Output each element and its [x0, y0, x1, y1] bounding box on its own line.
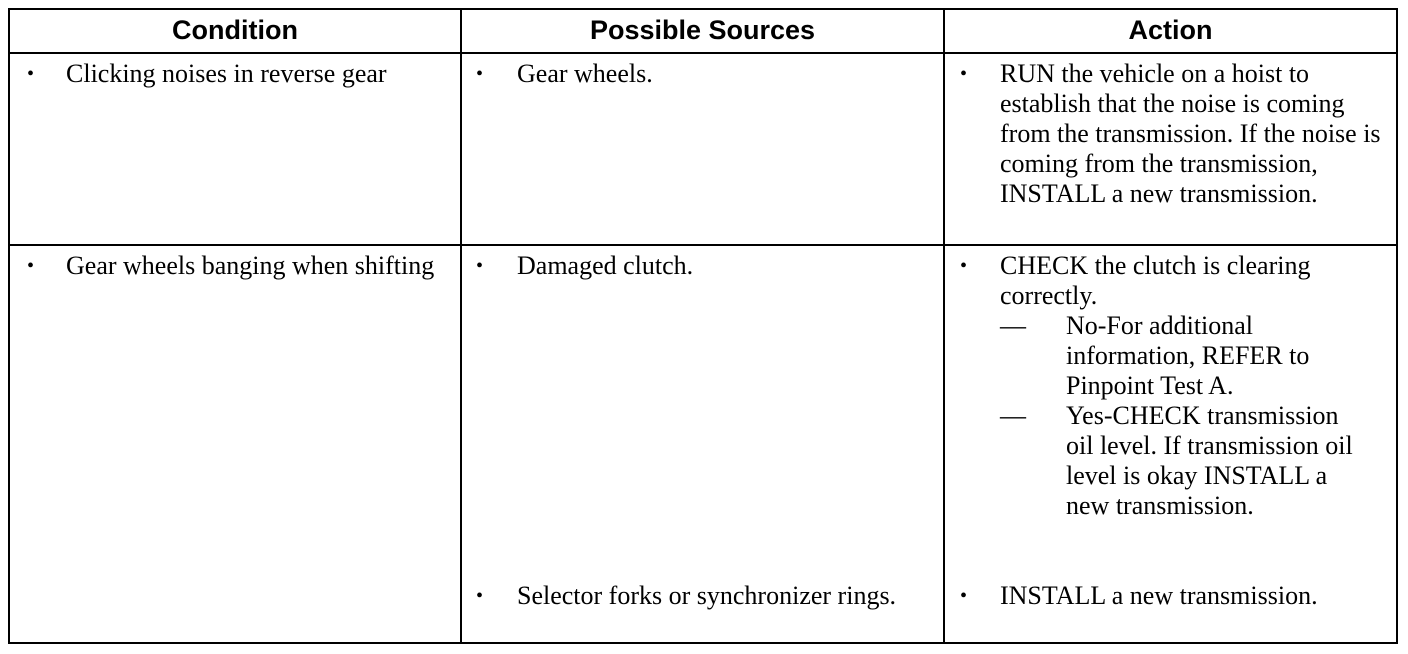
column-divider-1	[460, 8, 462, 644]
table-border-right	[1396, 8, 1398, 644]
row2-condition: Gear wheels banging when shifting	[66, 251, 435, 280]
header-divider	[8, 52, 1398, 54]
row1-source: Gear wheels.	[517, 59, 653, 88]
bullet-icon: •	[27, 255, 35, 277]
row1-condition: Clicking noises in reverse gear	[66, 59, 387, 88]
bullet-icon: •	[476, 585, 484, 607]
row2-action-2: INSTALL a new transmission.	[1000, 581, 1318, 610]
row2-source-1: Damaged clutch.	[517, 251, 694, 280]
row1-action: RUN the vehicle on a hoist to establish that the noise is coming from the transmission. If the noise is coming from the transmission, INSTALL a new transmission.	[1000, 59, 1381, 208]
bullet-icon: •	[476, 255, 484, 277]
table-border-left	[8, 8, 10, 644]
bullet-icon: •	[960, 63, 968, 85]
row2-source-2: Selector forks or synchronizer rings.	[517, 581, 897, 610]
dash-icon: —	[1000, 311, 1026, 340]
bullet-icon: •	[476, 63, 484, 85]
bullet-icon: •	[27, 63, 35, 85]
row-divider	[8, 244, 1398, 246]
header-possible-sources: Possible Sources	[589, 14, 816, 45]
table-border-bottom	[8, 642, 1398, 644]
row2-action-sub-yes: Yes-CHECK transmission oil level. If transmission oil level is okay INSTALL a new transmission.	[1066, 401, 1353, 520]
row2-action-1: CHECK the clutch is clearing correctly.	[1000, 251, 1311, 310]
header-condition: Condition	[172, 14, 298, 45]
bullet-icon: •	[960, 585, 968, 607]
row2-action-sub-no: No-For additional information, REFER to Pinpoint Test A.	[1066, 311, 1310, 400]
column-divider-2	[943, 8, 945, 644]
header-action: Action	[1128, 14, 1213, 45]
dash-icon: —	[1000, 401, 1026, 430]
bullet-icon: •	[960, 255, 968, 277]
